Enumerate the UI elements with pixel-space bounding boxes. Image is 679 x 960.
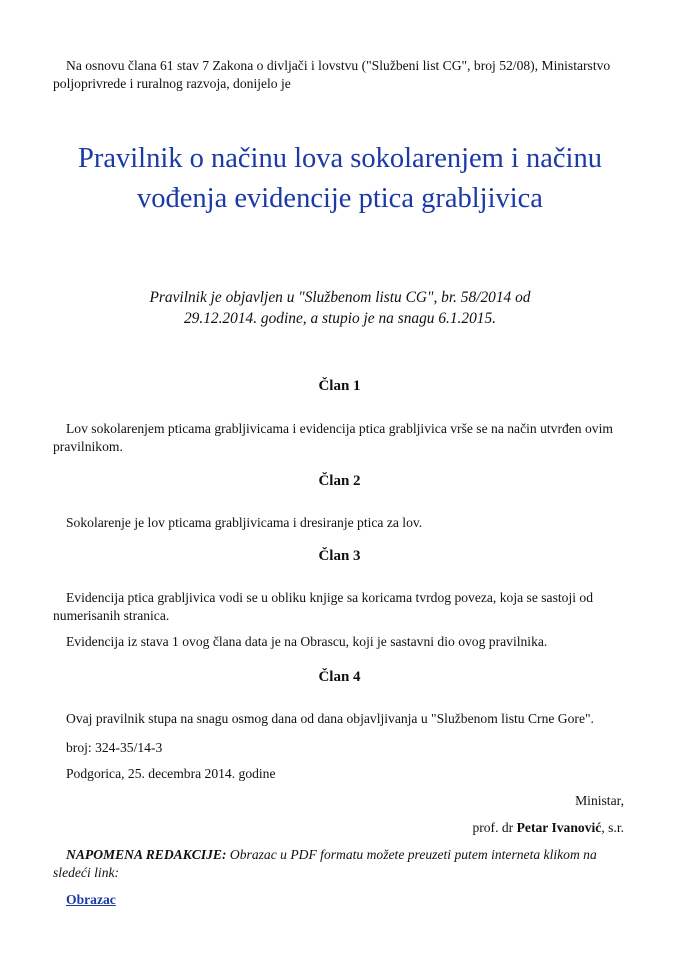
article-1-paragraph: Lov sokolarenjem pticama grabljivicama i evidencija ptica grabljivica vrše se na način utvrđen ovim pravilnikom. (53, 421, 613, 454)
publication-info (60, 287, 620, 329)
title-line-1: Pravilnik o načinu lova sokolarenjem i načinu (78, 143, 602, 174)
signer-role: Ministar, (575, 793, 624, 808)
signer (472, 819, 624, 837)
form-download-link[interactable]: Obrazac (66, 892, 116, 907)
editorial-note-text: Obrazac u PDF formatu možete preuzeti putem interneta klikom na sledeći link: (53, 847, 597, 880)
article-4-paragraph: Ovaj pravilnik stupa na snagu osmog dana od dana objavljivanja u "Službenom listu Crne Gore". (66, 711, 594, 726)
article-4-heading: Član 4 (318, 669, 361, 685)
editorial-note-label: NAPOMENA REDAKCIJE: (66, 847, 227, 862)
preamble-text: Na osnovu člana 61 stav 7 Zakona o divljači i lovstvu ("Službeni list CG", broj 52/08), Ministarstvo poljoprivrede i ruralnog razvoja, donijelo je (53, 58, 611, 91)
signer-name: Petar Ivanović (516, 820, 602, 835)
document-number: broj: 324-35/14-3 (66, 740, 163, 755)
article-3-heading: Član 3 (318, 548, 361, 564)
article-2-paragraph: Sokolarenje je lov pticama grabljivicama i dresiranje ptica za lov. (66, 515, 423, 530)
article-3-paragraph-2: Evidencija iz stava 1 ovog člana data je na Obrascu, koji je sastavni dio ovog pravilnika. (66, 634, 548, 649)
editorial-note (53, 846, 633, 882)
page-title (30, 139, 650, 219)
article-1-heading: Član 1 (318, 378, 361, 394)
signer-prefix: prof. dr (472, 820, 514, 835)
article-2-heading: Član 2 (318, 473, 361, 489)
signer-suffix: , s.r. (601, 820, 624, 835)
article-3-paragraph-1: Evidencija ptica grabljivica vodi se u obliku knjige sa koricama tvrdog poveza, koja se sastoji od numerisanih stranica. (53, 590, 593, 623)
publication-line-2: 29.12.2014. godine, a stupio je na snagu 6.1.2015. (183, 310, 497, 327)
title-line-2: vođenja evidencije ptica grabljivica (137, 183, 543, 214)
publication-line-1: Pravilnik je objavljen u "Službenom listu CG", br. 58/2014 od (149, 289, 531, 306)
place-and-date: Podgorica, 25. decembra 2014. godine (66, 766, 276, 781)
